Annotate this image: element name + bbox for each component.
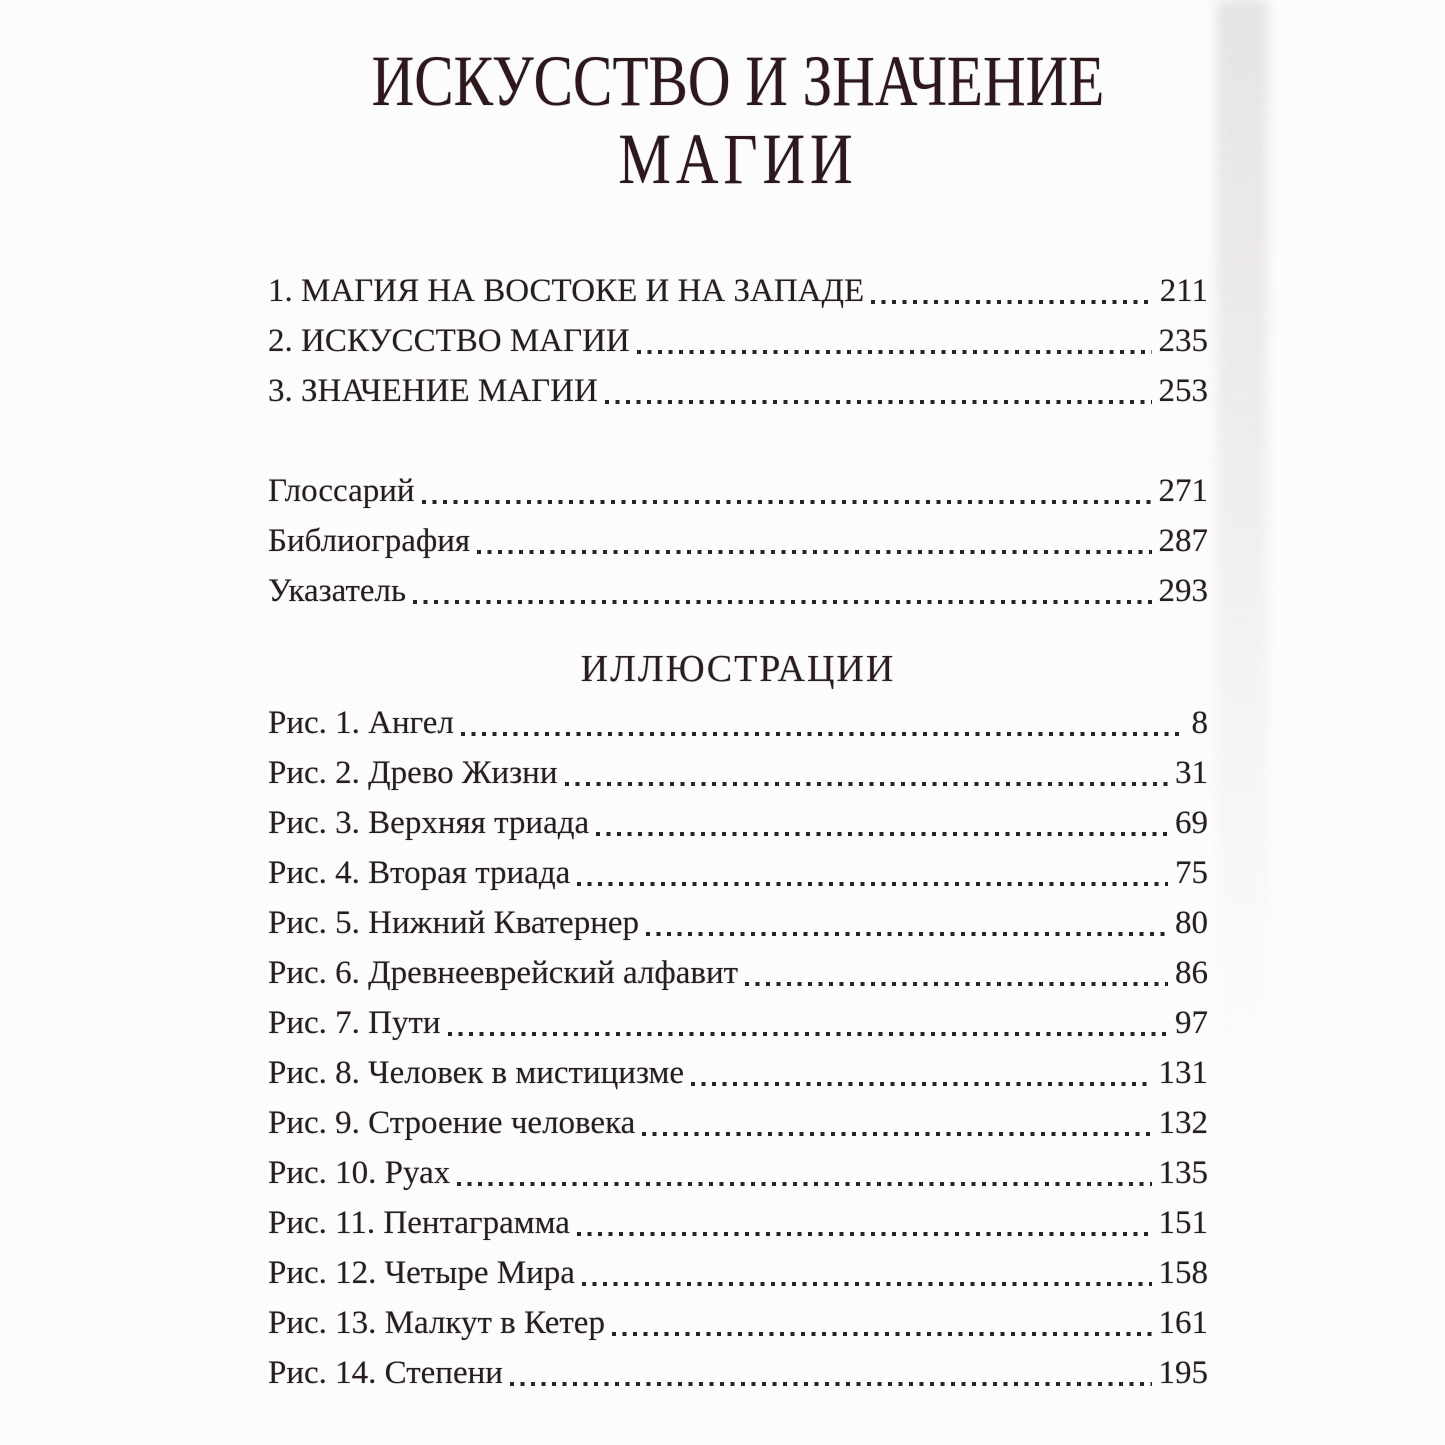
toc-entry-page: 86 <box>1175 954 1208 991</box>
toc-entry-label: Рис. 8. Человек в мистицизме <box>268 1054 685 1091</box>
page-title-line2: МАГИИ <box>618 119 858 199</box>
toc-entry-page: 131 <box>1158 1054 1208 1091</box>
dot-leader <box>637 316 1152 366</box>
toc-entry-page: 293 <box>1158 572 1208 609</box>
toc-entry <box>268 1248 1208 1298</box>
toc-entry-page: 161 <box>1158 1304 1208 1341</box>
toc-entry-label: Рис. 7. Пути <box>268 1004 441 1041</box>
toc-entry-page: 75 <box>1175 854 1208 891</box>
toc-entry <box>268 366 1208 416</box>
dot-leader <box>448 998 1168 1048</box>
chapters-toc-list <box>268 266 1208 416</box>
page-gutter-shadow <box>1216 0 1268 1100</box>
toc-entry-page: 287 <box>1158 522 1208 559</box>
toc-entry <box>268 798 1208 848</box>
toc-entry <box>268 948 1208 998</box>
dot-leader <box>871 266 1153 316</box>
toc-entry <box>268 848 1208 898</box>
toc-entry-label: Рис. 10. Руах <box>268 1154 451 1191</box>
dot-leader <box>646 898 1168 948</box>
dot-leader <box>642 1098 1151 1148</box>
dot-leader <box>510 1348 1152 1398</box>
toc-entry-label: Рис. 11. Пентаграмма <box>268 1204 570 1241</box>
toc-entry-label: Рис. 3. Верхняя триада <box>268 804 590 841</box>
toc-entry-label: Глоссарий <box>268 472 415 509</box>
toc-entry <box>268 1298 1208 1348</box>
toc-entry-label: Рис. 1. Ангел <box>268 704 454 741</box>
dot-leader <box>577 848 1168 898</box>
illustrations-heading: ИЛЛЮСТРАЦИИ <box>580 648 896 690</box>
dot-leader <box>582 1248 1152 1298</box>
dot-leader <box>422 466 1152 516</box>
toc-entry <box>268 1148 1208 1198</box>
toc-entry-page: 211 <box>1159 272 1208 309</box>
toc-entry <box>268 1098 1208 1148</box>
toc-entry-page: 69 <box>1175 804 1208 841</box>
dot-leader <box>612 1298 1152 1348</box>
toc-entry-label: 1. МАГИЯ НА ВОСТОКЕ И НА ЗАПАДЕ <box>268 272 865 309</box>
toc-entry-page: 235 <box>1158 322 1208 359</box>
toc-entry <box>268 1198 1208 1248</box>
page-title <box>353 42 1124 198</box>
toc-entry-page: 8 <box>1191 704 1208 741</box>
toc-entry <box>268 998 1208 1048</box>
dot-leader <box>565 748 1168 798</box>
toc-entry-label: Рис. 6. Древнееврейский алфавит <box>268 954 739 991</box>
toc-entry-label: Библиография <box>268 522 471 559</box>
toc-entry-label: Рис. 14. Степени <box>268 1354 503 1391</box>
toc-entry-label: Рис. 9. Строение человека <box>268 1104 636 1141</box>
toc-entry-page: 151 <box>1158 1204 1208 1241</box>
toc-entry-label: 2. ИСКУССТВО МАГИИ <box>268 322 630 359</box>
toc-entry-page: 80 <box>1175 904 1208 941</box>
backmatter-toc-list <box>268 466 1208 616</box>
toc-entry-label: Рис. 13. Малкут в Кетер <box>268 1304 605 1341</box>
toc-entry <box>268 1348 1208 1398</box>
toc-entry-page: 195 <box>1158 1354 1208 1391</box>
dot-leader <box>577 1198 1152 1248</box>
toc-entry-label: Рис. 2. Древо Жизни <box>268 754 558 791</box>
dot-leader <box>477 516 1151 566</box>
dot-leader <box>413 566 1151 616</box>
toc-entry-page: 253 <box>1158 372 1208 409</box>
toc-entry <box>268 316 1208 366</box>
toc-entry-page: 135 <box>1158 1154 1208 1191</box>
dot-leader <box>691 1048 1151 1098</box>
toc-entry-label: Рис. 4. Вторая триада <box>268 854 571 891</box>
toc-entry <box>268 1048 1208 1098</box>
toc-entry-label: Рис. 5. Нижний Кватернер <box>268 904 640 941</box>
toc-entry-page: 158 <box>1158 1254 1208 1291</box>
toc-entry-label: 3. ЗНАЧЕНИЕ МАГИИ <box>268 372 598 409</box>
toc-entry <box>268 466 1208 516</box>
illustrations-toc-list <box>268 698 1208 1398</box>
toc-entry-page: 31 <box>1175 754 1208 791</box>
toc-entry-page: 132 <box>1158 1104 1208 1141</box>
toc-entry-label: Рис. 12. Четыре Мира <box>268 1254 575 1291</box>
dot-leader <box>745 948 1168 998</box>
dot-leader <box>461 698 1185 748</box>
dot-leader <box>596 798 1168 848</box>
toc-entry-page: 271 <box>1158 472 1208 509</box>
toc-entry-page: 97 <box>1175 1004 1208 1041</box>
dot-leader <box>605 366 1152 416</box>
page-title-line1: ИСКУССТВО И ЗНАЧЕНИЕ <box>371 41 1105 121</box>
toc-entry <box>268 566 1208 616</box>
toc-entry <box>268 516 1208 566</box>
toc-entry <box>268 266 1208 316</box>
dot-leader <box>457 1148 1151 1198</box>
toc-entry <box>268 748 1208 798</box>
toc-entry <box>268 698 1208 748</box>
toc-entry-label: Указатель <box>268 572 407 609</box>
toc-entry <box>268 898 1208 948</box>
